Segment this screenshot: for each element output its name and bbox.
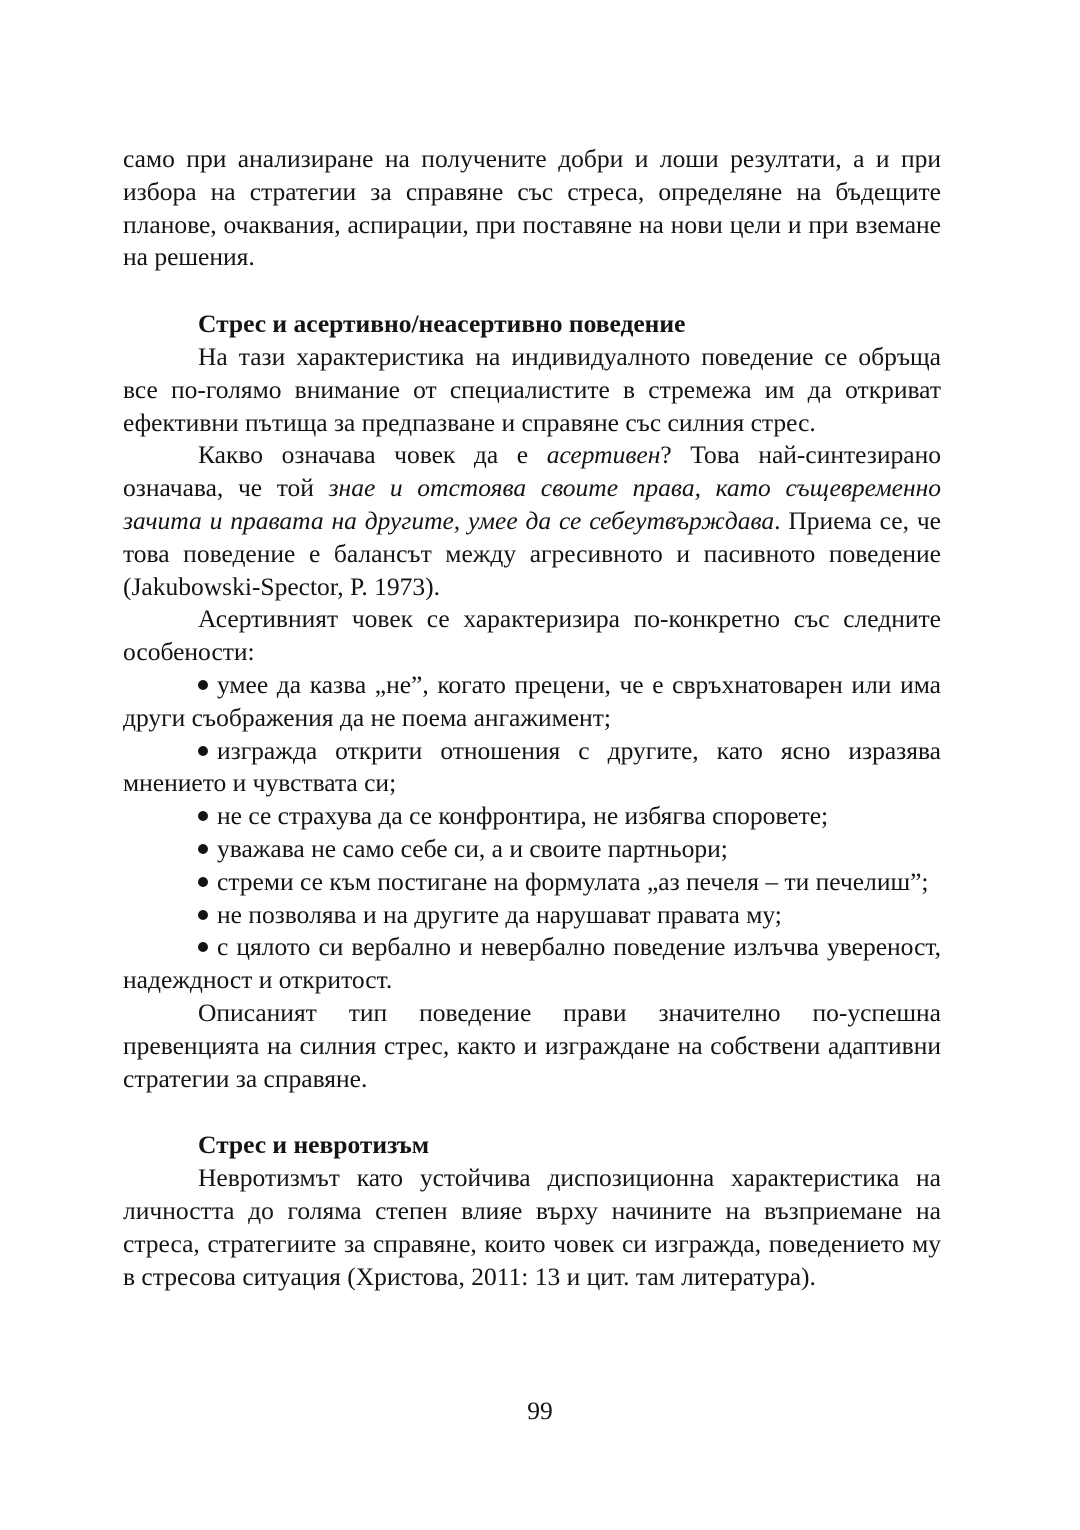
italic-term: асертивен: [546, 440, 661, 470]
section-gap: [123, 274, 941, 308]
bullet-item: не се страхува да се конфронтира, не избягва споровете;: [123, 800, 941, 833]
bullet-icon: [198, 746, 208, 756]
paragraph-assertive-features: Асертивният човек се характеризира по-конкретно със следните особености:: [123, 604, 941, 667]
intro-paragraph: само при анализиране на получените добри и лоши резултати, а и при избора на стратегии за справяне със стреса, определяне на бъдещите планове, очаквания, аспирации, при поставяне на нови цели и при вземане на решения.: [123, 144, 941, 272]
bullet-item: стреми се към постигане на формулата „аз печеля – ти печелиш”;: [123, 866, 941, 899]
paragraph-assertive-conclusion: Описаният тип поведение прави значително по-успешна превенцията на силния стрес, както и изграждане на собствени адаптивни стратегии за справяне.: [123, 997, 941, 1093]
bullet-icon: [198, 844, 208, 854]
bullet-icon: [198, 942, 208, 952]
text-run: Какво означава човек да е: [198, 440, 547, 470]
text-run: ? Това най-синтезирано означава, че той: [123, 440, 941, 503]
bullet-icon: [198, 877, 208, 887]
paragraph-assertive-definition: [123, 439, 941, 603]
paragraph-neuroticism: Невротизмът като устойчива диспозиционна характеристика на личността до голяма степен влияе върху начините на възприемане на стреса, стратегиите за справяне, които човек си изгражда, поведението му в стресова ситуация (Христова, 2011: 13 и цит. там литература).: [123, 1163, 941, 1291]
section-gap: [123, 1095, 941, 1129]
bullet-item: умее да казва „не”, когато прецени, че е свръхнатоварен или има други съображения да не поема ангажимент;: [123, 669, 941, 732]
bullet-icon: [198, 910, 208, 920]
bullet-item: изгражда открити отношения с другите, като ясно изразява мнението и чувствата си;: [123, 735, 941, 798]
section-heading-assertive: Стрес и асертивно/неасертивно поведение: [198, 309, 686, 339]
bullet-item: не позволява и на другите да нарушават правата му;: [123, 899, 941, 932]
bullet-item: с цялото си вербално и невербално поведение излъчва увереност, надеждност и откритост.: [123, 932, 941, 995]
bullet-icon: [198, 680, 208, 690]
paragraph-assertive-intro: На тази характеристика на индивидуалното поведение се обръща все по-голямо внимание от специалистите в стремежа им да откриват ефективни пътища за предпазване и справяне със силния стрес.: [123, 341, 941, 437]
section-heading-neuroticism: Стрес и невротизъм: [198, 1130, 430, 1160]
page-body: [123, 143, 941, 1293]
bullet-item: уважава не само себе си, а и своите партньори;: [123, 833, 941, 866]
page-number: 99: [527, 1396, 553, 1425]
italic-definition: знае и отстоява своите права, като същевременно зачита и правата на другите, умее да се себеутвърждава: [123, 473, 942, 535]
bullet-icon: [198, 811, 208, 821]
text-run: . Приема се, че това поведение е балансът между агресивното и пасивното поведение (Jakubowski-Spector, P. 1973).: [123, 505, 941, 601]
